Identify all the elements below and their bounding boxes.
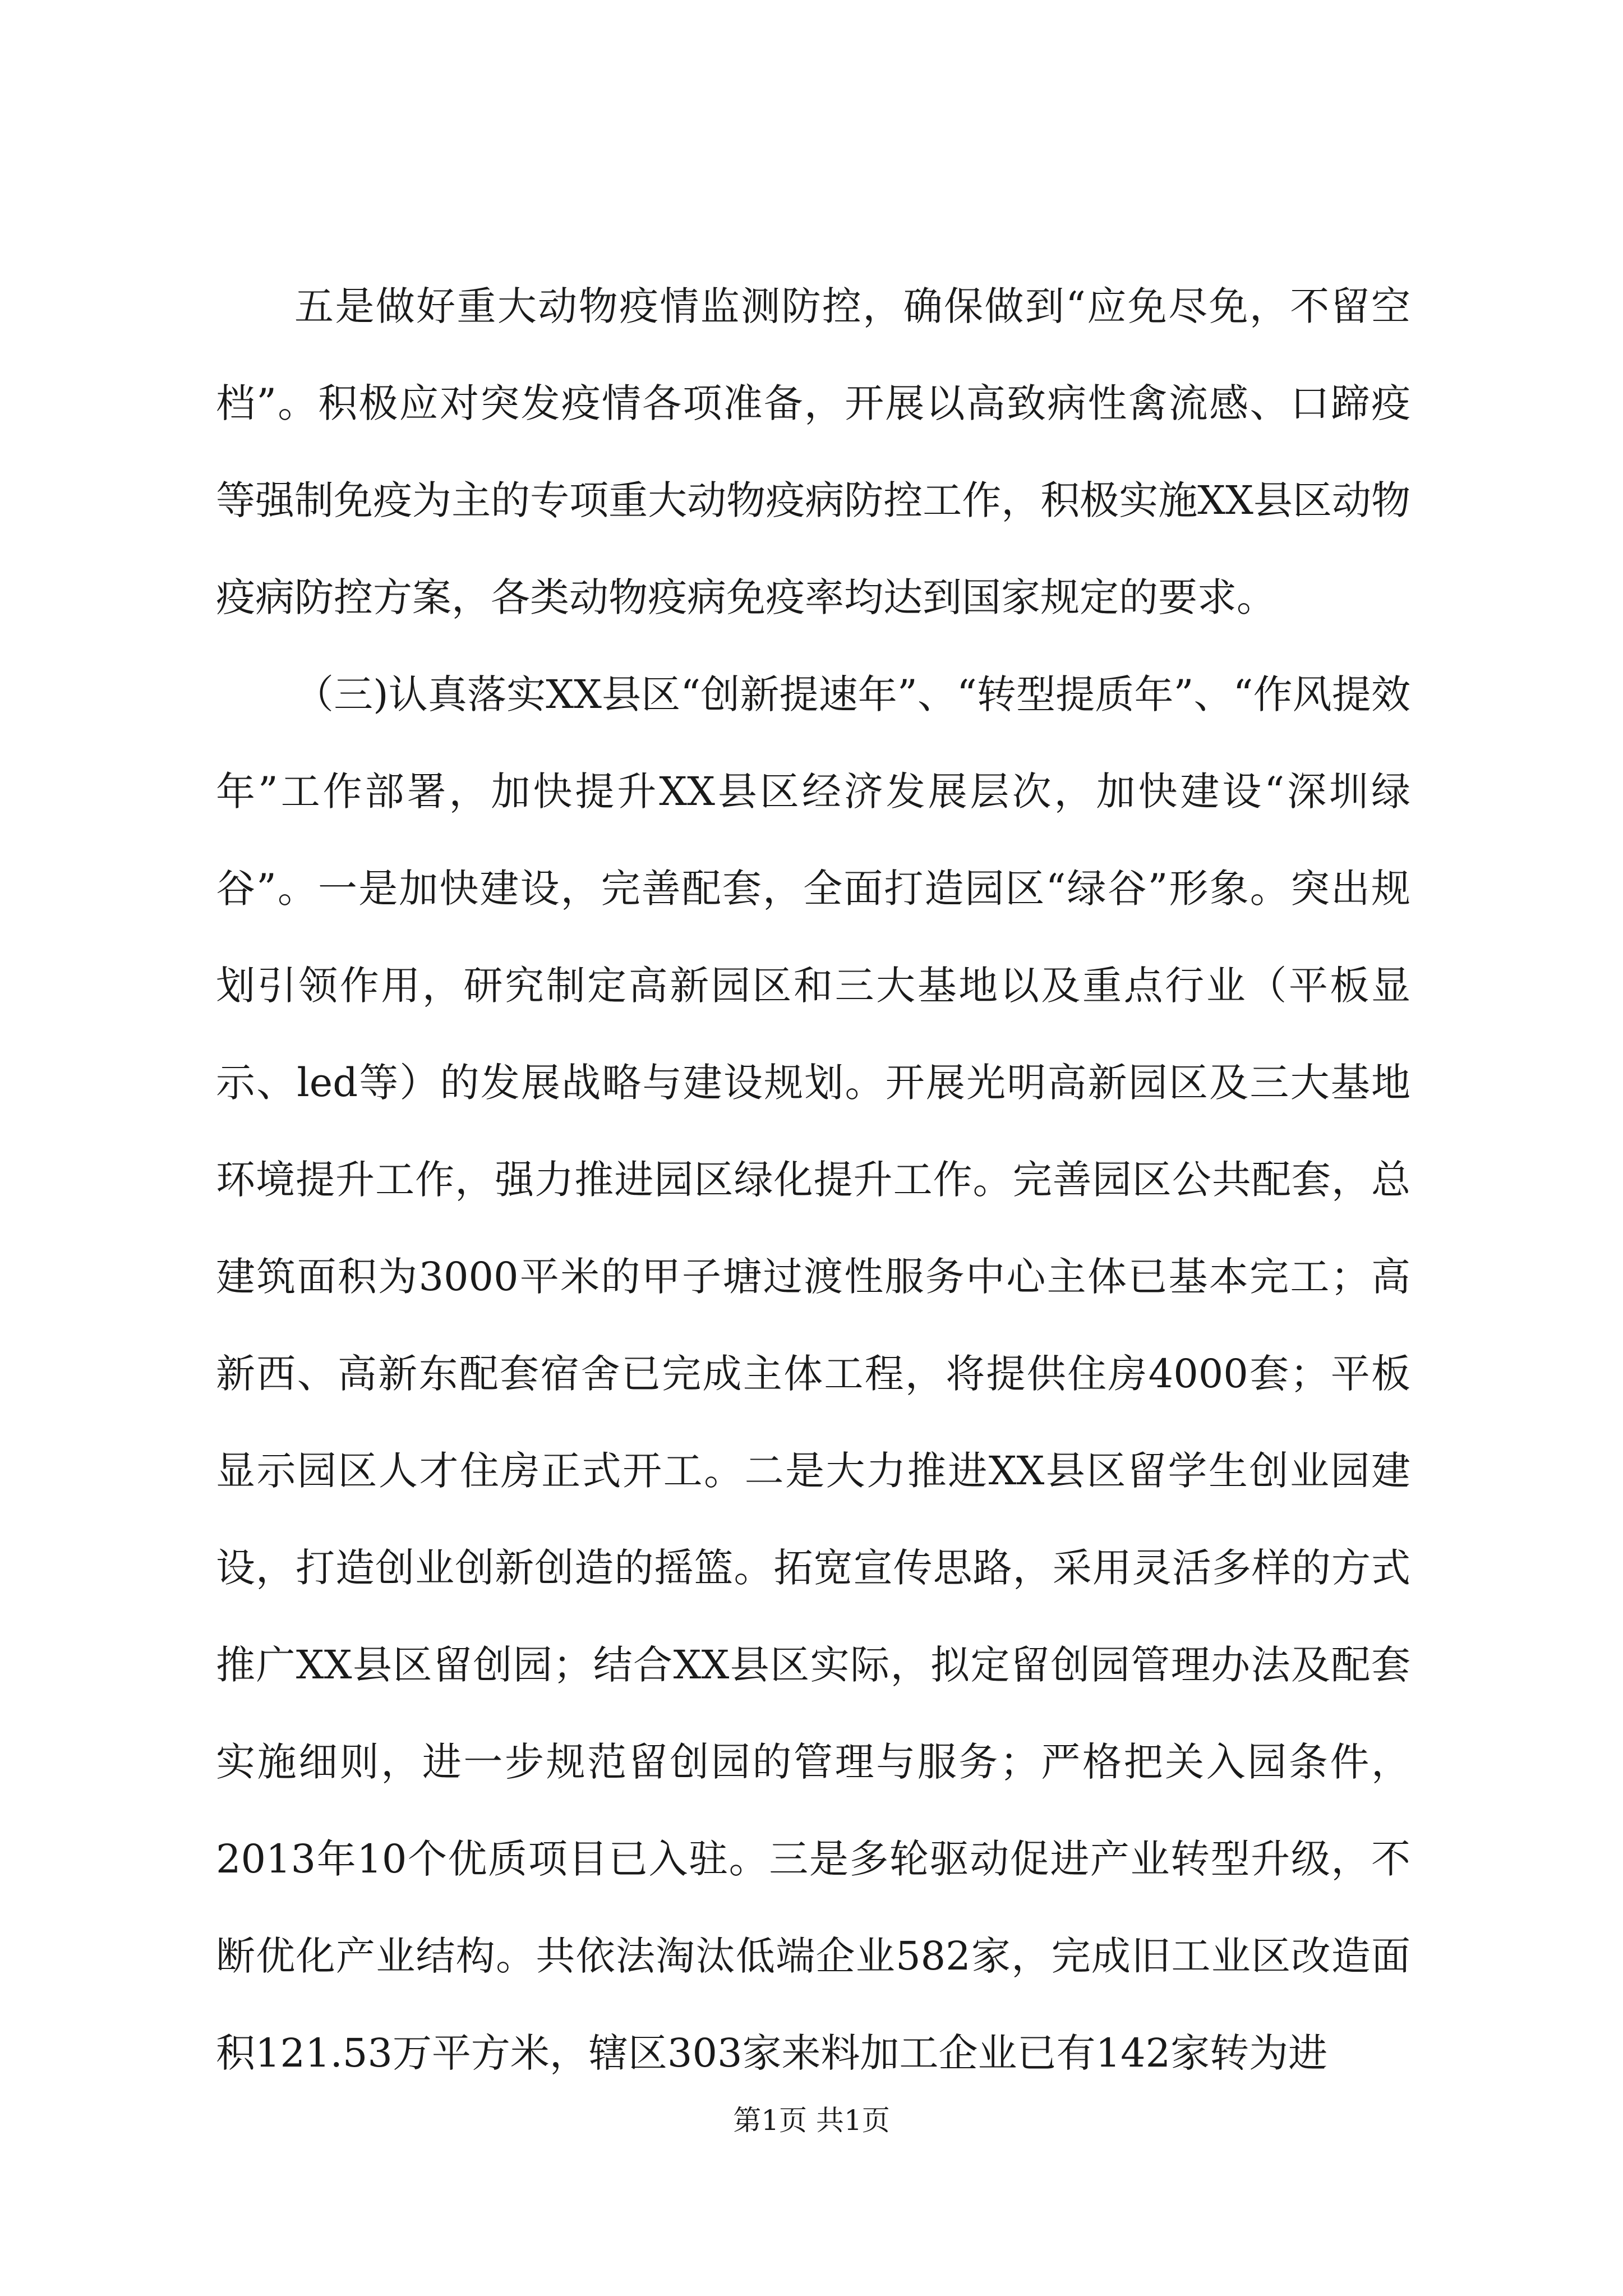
page-footer: 第1页 共1页 bbox=[733, 2104, 890, 2137]
paragraph: 五是做好重大动物疫情监测防控，确保做到“应免尽免，不留空档”。积极应对突发疫情各项准备，开展以高致病性禽流感、口蹄疫等强制免疫为主的专项重大动物疫病防控工作，积极实施XX县区动物疫病防控方案，各类动物疫病免疫率均达到国家规定的要求。 bbox=[216, 283, 1410, 620]
paragraph: （三)认真落实XX县区“创新提速年”、“转型提质年”、“作风提效年”工作部署，加快提升XX县区经济发展层次，加快建设“深圳绿谷”。一是加快建设，完善配套，全面打造园区“绿谷”形象。突出规划引领作用，研究制定高新园区和三大基地以及重点行业（平板显示、led等）的发展战略与建设规划。开展光明高新园区及三大基地环境提升工作，强力推进园区绿化提升工作。完善园区公共配套，总建筑面积为3000平米的甲子塘过渡性服务中心主体已基本完工；高新西、高新东配套宿舍已完成主体工程，将提供住房4000套；平板显示园区人才住房正式开工。二是大力推进XX县区留学生创业园建设，打造创业创新创造的摇篮。拓宽宣传思路，采用灵活多样的方式推广XX县区留创园；结合XX县区实际，拟定留创园管理办法及配套实施细则，进一步规范留创园的管理与服务；严格把关入园条件，2013年10个优质项目已入驻。三是多轮驱动促进产业转型升级，不断优化产业结构。共依法淘汰低端企业582家，完成旧工业区改造面积121.53万平方米，辖区303家来料加工企业已有142家转为进 bbox=[216, 671, 1410, 2076]
document-body bbox=[216, 258, 1410, 2102]
